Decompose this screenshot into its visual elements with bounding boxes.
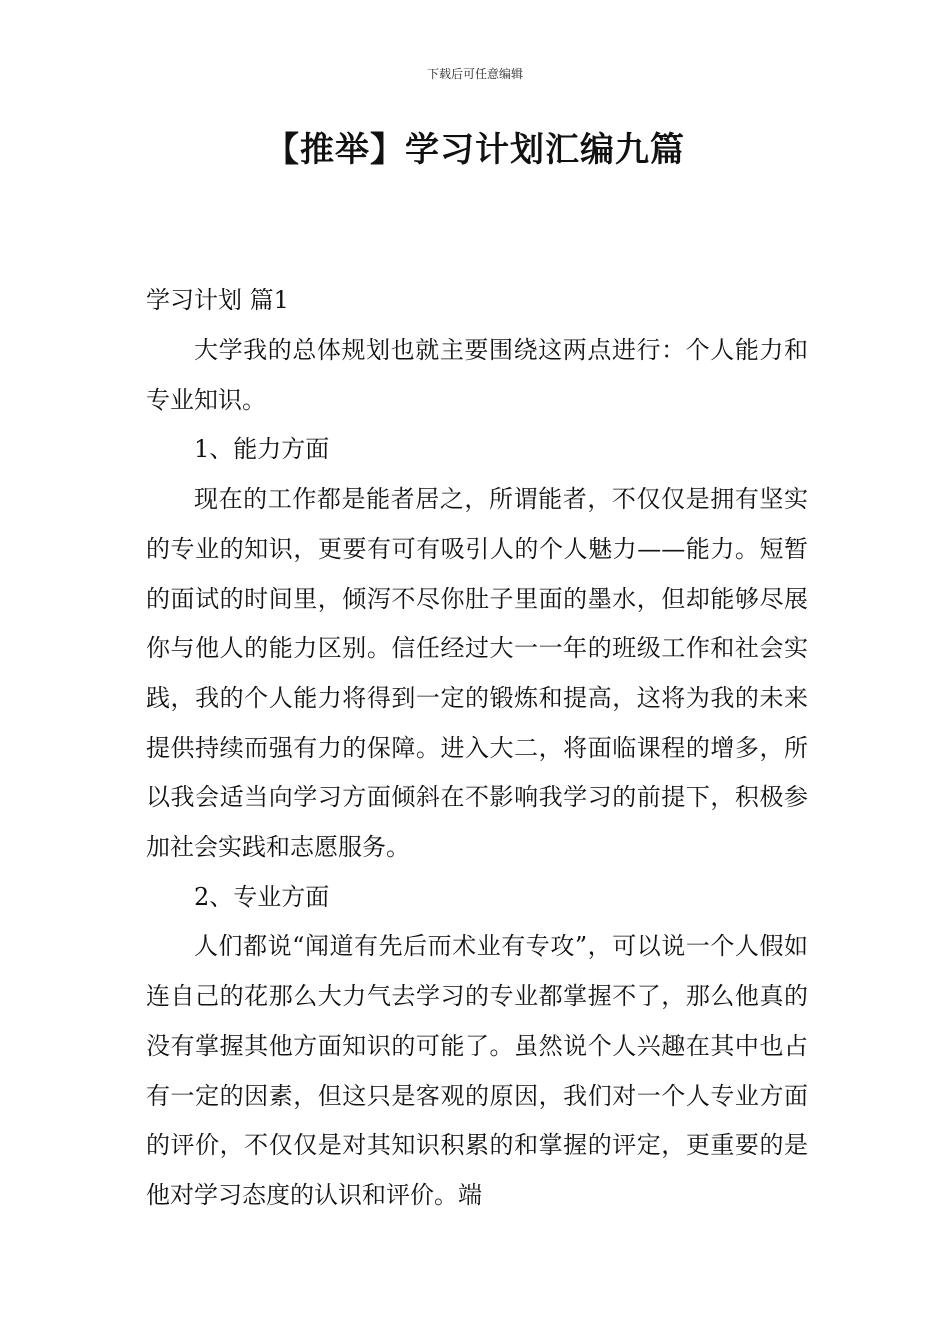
subheading-major: 2、专业方面: [194, 882, 330, 911]
ability-paragraph: 现在的工作都是能者居之，所谓能者，不仅仅是拥有坚实的专业的知识，更要有可有吸引人的个人魅力——能力。短暂的面试的时间里，倾泻不尽你肚子里面的墨水，但却能够尽展你与他人的能力区别。信任经过大一一年的班级工作和社会实践，我的个人能力将得到一定的锻炼和提高，这将为我的未来提供持续而强有力的保障。进入大二，将面临课程的增多，所以我会适当向学习方面倾斜在不影响我学习的前提下，积极参加社会实践和志愿服务。: [146, 485, 808, 862]
document-title: 【推举】学习计划汇编九篇: [265, 130, 685, 170]
subheading-ability: 1、能力方面: [194, 435, 330, 464]
section-heading: 学习计划 篇1: [146, 286, 289, 314]
document-body: [146, 276, 808, 1221]
major-paragraph: 人们都说“闻道有先后而术业有专攻”，可以说一个人假如连自己的花那么大力气去学习的专业都掌握不了，那么他真的没有掌握其他方面知识的可能了。虽然说个人兴趣在其中也占有一定的因素，但这只是客观的原因，我们对一个人专业方面的评价，不仅仅是对其知识积累的和掌握的评定，更重要的是他对学习态度的认识和评价。端: [146, 932, 808, 1209]
intro-paragraph: 大学我的总体规划也就主要围绕这两点进行：个人能力和专业知识。: [146, 336, 808, 414]
section-heading-wrap: [146, 276, 808, 324]
header-note: 下载后可任意编辑: [426, 67, 523, 81]
